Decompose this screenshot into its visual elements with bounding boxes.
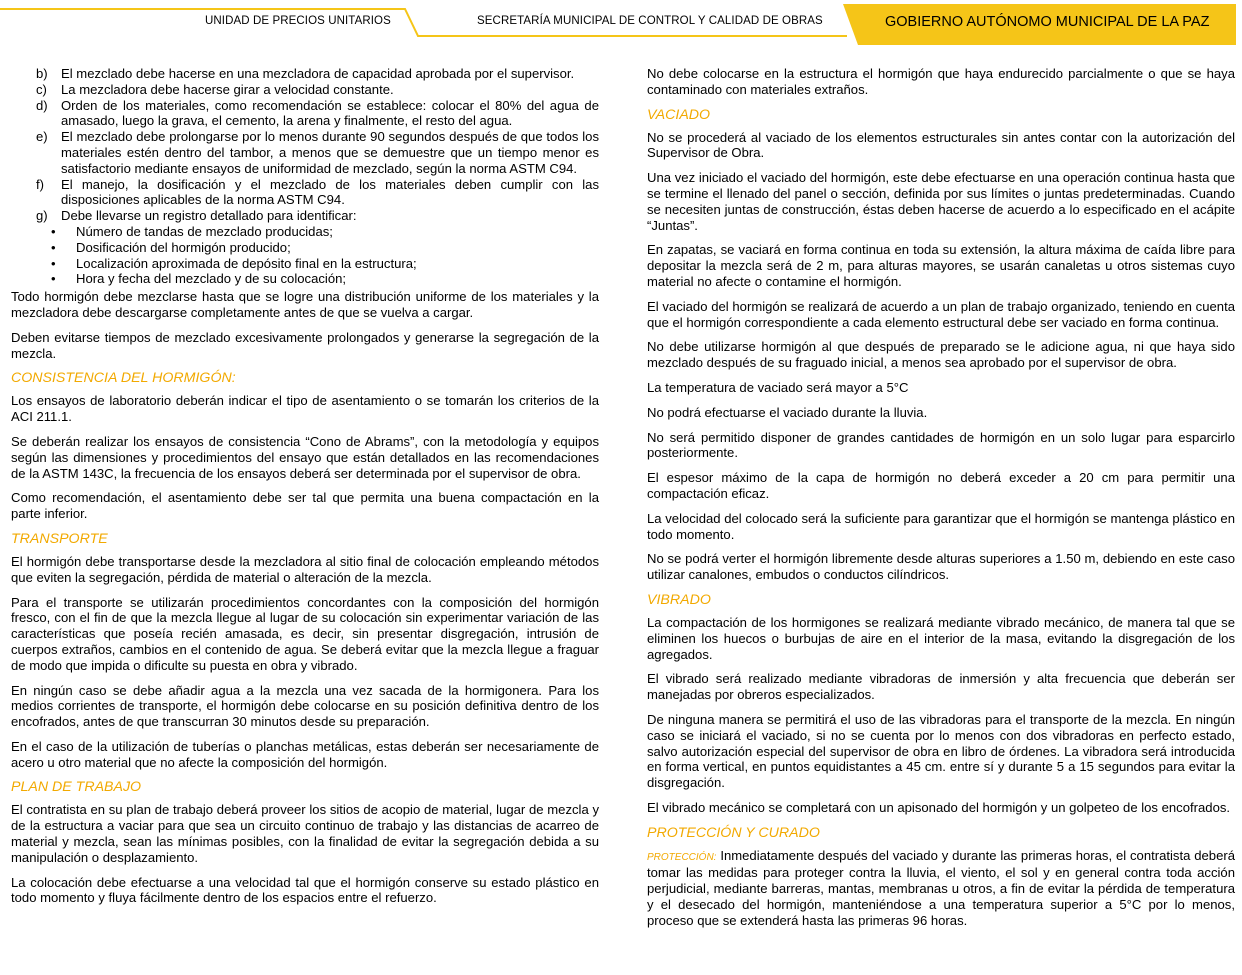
paragraph: No debe utilizarse hormigón al que después de preparado se le adicione agua, ni que haya sido mezclado después de su fraguado inicial, a menos sea aprobado por el supervisor de obra.	[647, 339, 1235, 371]
section-heading-transporte: TRANSPORTE	[11, 530, 108, 547]
bullet-text: Número de tandas de mezclado producidas;	[76, 223, 333, 239]
paragraph: Se deberán realizar los ensayos de consistencia “Cono de Abrams”, con la metodología y equipos según las dimensiones y procedimientos del ensayo que están detallados en las recomendaciones de la ASTM 143C, la frecuencia de los ensayos deberá ser determinada por el supervisor de obra.	[11, 433, 599, 481]
list-marker: b)	[36, 66, 48, 81]
bullet-item	[11, 240, 599, 256]
paragraph: En zapatas, se vaciará en forma continua en toda su extensión, la altura máxima de caída libre para depositar la mezcla será de 2 m, para alturas mayores, se usarán canaletas u otros sistemas cuyo material no afecte o contamine el hormigón.	[647, 242, 1235, 289]
bullet-item	[11, 256, 599, 272]
paragraph-text: Inmediatamente después del vaciado y durante las primeras horas, el contratista deberá tomar las medidas para proteger contra la lluvia, el viento, el sol y en general contra toda acción perjudicial, mediante barreras, mantas, membranas u otros, a fin de evitar la pérdida de temperatura y el desecado del hormigón, manteniéndose a una temperatura superior a 5°C por lo menos, proceso que se extenderá hasta las primeras 96 horas.	[647, 847, 1236, 928]
paragraph: El vibrado será realizado mediante vibradoras de inmersión y alta frecuencia que deberán ser manejadas por obreros especializados.	[647, 671, 1235, 703]
list-item-text: El manejo, la dosificación y el mezclado de los materiales deben cumplir con las disposiciones aplicables de la norma ASTM C94.	[61, 176, 599, 208]
paragraph: Los ensayos de laboratorio deberán indicar el tipo de asentamiento o se tomarán los criterios de la ACI 211.1.	[11, 393, 599, 425]
paragraph: No podrá efectuarse el vaciado durante la lluvia.	[647, 404, 928, 420]
paragraph: El espesor máximo de la capa de hormigón no deberá exceder a 20 cm para permitir una compactación eficaz.	[647, 470, 1235, 501]
paragraph: La temperatura de vaciado será mayor a 5°C	[647, 379, 909, 395]
paragraph: No será permitido disponer de grandes cantidades de hormigón en un solo lugar para esparcirlo posteriormente.	[647, 429, 1235, 461]
paragraph: No se podrá verter el hormigón libremente desde alturas superiores a 1.50 m, debiendo en este caso utilizar canalones, embudos o conductos cilíndricos.	[647, 551, 1235, 583]
bullet-item	[11, 271, 599, 287]
header-government-title: GOBIERNO AUTÓNOMO MUNICIPAL DE LA PAZ	[885, 14, 1210, 30]
bullet-icon: •	[51, 255, 56, 271]
list-marker: c)	[36, 81, 47, 97]
paragraph: La velocidad del colocado será la suficiente para garantizar que el hormigón se mantenga plástico en todo momento.	[647, 510, 1235, 542]
section-heading-vaciado: VACIADO	[647, 106, 711, 123]
bullet-icon: •	[51, 271, 56, 287]
paragraph-proteccion	[647, 848, 1235, 929]
bullet-text: Dosificación del hormigón producido;	[76, 239, 291, 255]
paragraph: Todo hormigón debe mezclarse hasta que se logre una distribución uniforme de los materiales y la mezcladora debe descargarse completamente antes de que se vuelva a cargar.	[11, 289, 599, 320]
paragraph: De ninguna manera se permitirá el uso de las vibradoras para el transporte de la mezcla. En ningún caso se iniciará el vaciado, si no se cuenta por lo menos con dos vibradoras en perfecto estado, salvo autorización especial del supervisor de obra en libro de órdenes. La vibradora será introducida en forma vertical, en puntos equidistantes a 45 cm. entre sí y durante 5 a 15 segundos para evitar la disgregación.	[647, 711, 1235, 791]
paragraph: El contratista en su plan de trabajo deberá proveer los sitios de acopio de material, lugar de mezcla y de la estructura a vaciar para que sea un circuito continuo de trabajo y las distancias de acarreo de material y mezcla, sean las mínimas posibles, con la finalidad de evitar la segregación debida a su manipulación o desplazamiento.	[11, 802, 599, 865]
paragraph: No se procederá al vaciado de los elementos estructurales sin antes contar con la autorización del Supervisor de Obra.	[647, 129, 1235, 161]
mixing-list	[11, 66, 599, 224]
list-item-text: La mezcladora debe hacerse girar a velocidad constante.	[61, 81, 394, 97]
bullet-text: Hora y fecha del mezclado y de su colocación;	[76, 271, 347, 287]
paragraph: Una vez iniciado el vaciado del hormigón, este debe efectuarse en una operación continua hasta que se termine el llenado del panel o sección, definida por sus límites o juntas predeterminadas. Cuando se necesiten juntas de construcción, éstas deben hacerse de acuerdo a lo especificado en el acápite “Juntas”.	[647, 170, 1235, 233]
paragraph: La compactación de los hormigones se realizará mediante vibrado mecánico, de manera tal que se eliminen los huecos o burbujas de aire en el interior de la masa, evitando la disgregación de los agregados.	[647, 614, 1235, 662]
list-item	[11, 82, 599, 98]
list-item	[11, 66, 599, 82]
section-heading-plan-de-trabajo: PLAN DE TRABAJO	[11, 779, 142, 796]
right-column	[647, 66, 1235, 938]
header-secretariat-title: SECRETARÍA MUNICIPAL DE CONTROL Y CALIDAD DE OBRAS	[477, 15, 823, 27]
paragraph: Deben evitarse tiempos de mezclado excesivamente prolongados y generarse la segregación de la mezcla.	[11, 329, 599, 361]
list-marker: e)	[36, 129, 48, 145]
list-marker: g)	[36, 208, 48, 224]
paragraph: En el caso de la utilización de tuberías o planchas metálicas, estas deberán ser necesariamente de acero u otro material que no afecte la composición del hormigón.	[11, 738, 599, 770]
list-item	[11, 208, 599, 224]
section-heading-proteccion-y-curado: PROTECCIÓN Y CURADO	[647, 824, 820, 841]
list-item	[11, 129, 599, 176]
left-column	[11, 66, 599, 915]
list-item	[11, 98, 599, 130]
subheading-proteccion: PROTECCIÓN:	[647, 851, 717, 863]
list-item-text: Orden de los materiales, como recomendación se establece: colocar el 80% del agua de amasado, luego la grava, el cemento, la arena y finalmente, el resto del agua.	[61, 97, 599, 129]
paragraph: Para el transporte se utilizarán procedimientos concordantes con la composición del hormigón fresco, con el fin de que la mezcla llegue al lugar de su colocación sin experimentar variación de las características que poseía recién amasada, es decir, sin presentar disgregación, intrusión de cuerpos extraños, cambios en el contenido de agua. Se deberá evitar que la mezcla llegue a fraguar de modo que impida o dificulte su puesta en obra y vibrado.	[11, 594, 599, 673]
paragraph: El hormigón debe transportarse desde la mezcladora al sitio final de colocación empleando métodos que eviten la segregación, pérdida de material o alteración de la mezcla.	[11, 553, 599, 585]
registry-bullet-list	[11, 224, 599, 287]
paragraph: No debe colocarse en la estructura el hormigón que haya endurecido parcialmente o que se haya contaminado con materiales extraños.	[647, 66, 1235, 97]
list-marker: d)	[36, 97, 48, 113]
header-unit-title: UNIDAD DE PRECIOS UNITARIOS	[205, 15, 391, 27]
bullet-item	[11, 224, 599, 240]
list-item-text: Debe llevarse un registro detallado para identificar:	[61, 208, 357, 224]
section-heading-vibrado: VIBRADO	[647, 591, 711, 608]
bullet-icon: •	[51, 239, 56, 255]
page-header	[0, 0, 1242, 47]
list-item	[11, 177, 599, 209]
list-item-text: El mezclado debe hacerse en una mezcladora de capacidad aprobada por el supervisor.	[61, 66, 575, 81]
bullet-text: Localización aproximada de depósito final en la estructura;	[76, 255, 417, 271]
list-item-text: El mezclado debe prolongarse por lo menos durante 90 segundos después de que todos los materiales estén dentro del tambor, a menos que se demuestre que un tiempo menor es satisfactorio mediante ensayos de uniformidad de mezclado, según la norma ASTM C94.	[61, 129, 599, 176]
bullet-icon: •	[51, 223, 56, 239]
paragraph: Como recomendación, el asentamiento debe ser tal que permita una buena compactación en la parte inferior.	[11, 490, 599, 522]
paragraph: El vaciado del hormigón se realizará de acuerdo a un plan de trabajo organizado, teniendo en cuenta que el hormigón correspondiente a cada elemento estructural debe ser vaciado en forma continua.	[647, 298, 1235, 330]
paragraph: El vibrado mecánico se completará con un apisonado del hormigón y un golpeteo de los encofrados.	[647, 799, 1231, 815]
paragraph: La colocación debe efectuarse a una velocidad tal que el hormigón conserve su estado plástico en todo momento y fluya fácilmente dentro de los espacios entre el refuerzo.	[11, 874, 599, 906]
paragraph: En ningún caso se debe añadir agua a la mezcla una vez sacada de la hormigonera. Para los medios corrientes de transporte, el hormigón debe colocarse en su posición definitiva dentro de los encofrados, antes de que transcurran 30 minutos desde su preparación.	[11, 682, 599, 730]
list-marker: f)	[36, 176, 44, 192]
section-heading-consistencia: CONSISTENCIA DEL HORMIGÓN:	[11, 370, 236, 387]
